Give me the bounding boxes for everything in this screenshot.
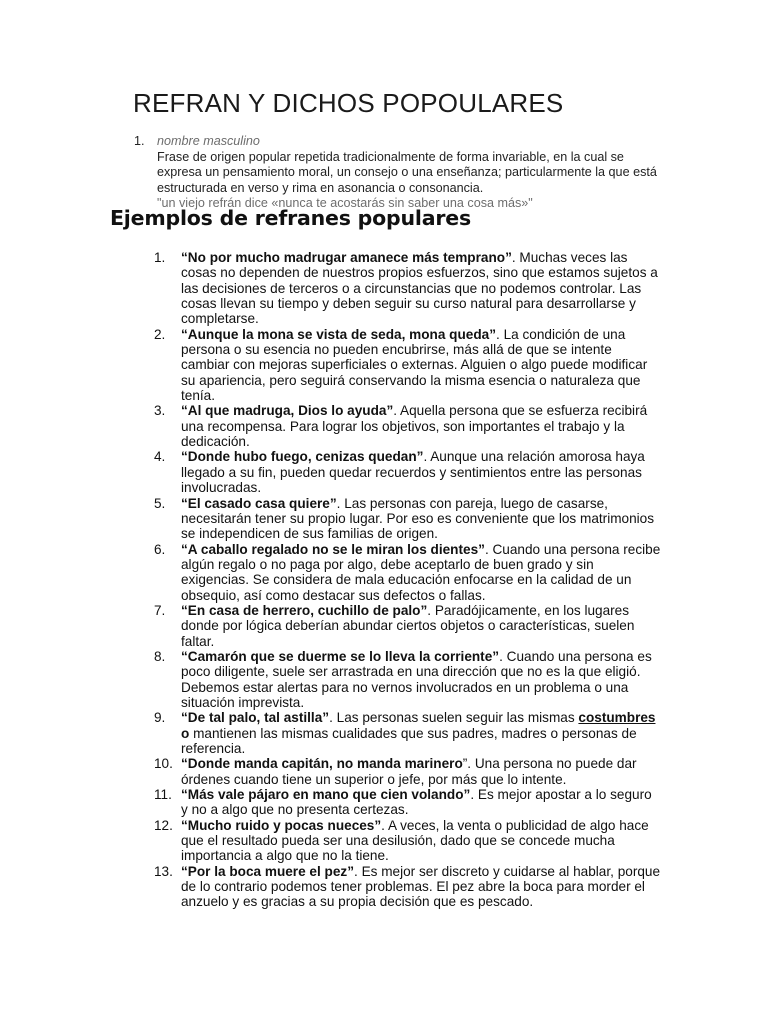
item-number: 13. xyxy=(154,863,173,879)
item-number: 5. xyxy=(154,495,166,511)
item-number: 6. xyxy=(154,541,166,557)
list-item xyxy=(154,326,661,404)
item-number: 11. xyxy=(154,787,172,803)
proverb-quote: “Más vale pájaro en mano que cien volando” xyxy=(181,787,471,803)
item-number: 2. xyxy=(154,326,166,342)
proverb-quote: “Donde hubo fuego, cenizas quedan” xyxy=(181,449,424,465)
proverb-explanation: . Cuando una persona recibe algún regalo o no paga por algo, debe aceptarlo de buen grado y sin exigencias. Se considera de mala educación enfocarse en la calidad de un obsequio, así como destacar sus defectos o fallas. xyxy=(181,541,661,603)
list-item xyxy=(154,817,661,864)
proverb-explanation: . La condición de una persona o su esencia no pueden encubrirse, más allá de que se intente cambiar con mejoras superficiales o externas. Alguien o algo puede modificar su apariencia, pero seguirá conservando la misma esencia o naturaleza que tenía. xyxy=(181,326,648,404)
proverb-quote: “Aunque la mona se vista de seda, mona queda” xyxy=(181,326,497,342)
proverb-explanation: . Las personas con pareja, luego de casarse, necesitarán tener su propio lugar. Por eso es conveniente que los matrimonios se independicen de sus familias de origen. xyxy=(181,495,655,542)
proverb-quote: “El casado casa quiere” xyxy=(181,495,337,511)
proverb-explanation-continued: mantienen las mismas cualidades que sus padres, madres o personas de referencia. xyxy=(181,725,637,756)
proverb-quote: “En casa de herrero, cuchillo de palo” xyxy=(181,602,428,618)
list-item xyxy=(154,863,661,910)
item-number: 10. xyxy=(154,756,173,772)
item-number: 4. xyxy=(154,449,166,465)
item-number: 8. xyxy=(154,648,166,664)
proverb-quote: “Camarón que se duerme se lo lleva la corriente” xyxy=(181,648,500,664)
proverb-explanation: . Es mejor ser discreto y cuidarse al hablar, porque de lo contrario podemos tener problemas. El pez abre la boca para morder el anzuelo y es gracias a su propia decisión que es pescado. xyxy=(181,863,661,910)
proverb-quote: “Por la boca muere el pez” xyxy=(181,863,355,879)
page-title: REFRAN Y DICHOS POPOULARES xyxy=(133,88,564,118)
section-heading: Ejemplos de refranes populares xyxy=(110,206,471,230)
proverb-quote: “A caballo regalado no se le miran los dientes” xyxy=(181,541,485,557)
proverb-list xyxy=(154,250,661,910)
proverb-quote: “No por mucho madrugar amanece más temprano” xyxy=(181,250,512,265)
proverb-explanation: . A veces, la venta o publicidad de algo hace que el resultado pueda ser una desilusión, dado que se concede mucha importancia a algo que no la tiene. xyxy=(181,817,649,864)
proverb-explanation: . Muchas veces las cosas no dependen de nuestros propios esfuerzos, sino que estamos sujetos a las decisiones de terceros o a circunstancias que no podemos controlar. Las cosas llevan su tiempo y deben seguir su curso natural para desarrollarse y completarse. xyxy=(181,250,658,327)
proverb-quote: “De tal palo, tal astilla” xyxy=(181,710,330,726)
list-item xyxy=(154,756,661,787)
item-number: 12. xyxy=(154,817,173,833)
costumbres-link[interactable]: costumbres xyxy=(578,710,656,726)
list-item xyxy=(154,648,661,710)
proverb-explanation: . Es mejor apostar a lo seguro y no a algo que no presenta certezas. xyxy=(181,787,652,818)
definition-text: Frase de origen popular repetida tradicionalmente de forma invariable, en la cual se expresa un pensamiento moral, un consejo o una enseñanza; particularmente la que está estructurada en verso y rima en asonancia o consonancia. xyxy=(157,149,657,195)
list-item xyxy=(154,710,661,756)
proverb-explanation: . Aunque una relación amorosa haya llegado a su fin, pueden quedar recuerdos y sentimientos entre las personas involucradas. xyxy=(181,449,645,496)
proverb-conjunction: o xyxy=(181,725,190,741)
proverb-explanation: . Cuando una persona es poco diligente, suele ser arrastrada en una dirección que no es la que eligió. Debemos estar alertas para no vernos involucrados en un problema o una situación imprevista. xyxy=(181,648,652,710)
proverb-quote: “Mucho ruido y pocas nueces” xyxy=(181,817,382,833)
list-item xyxy=(154,787,661,818)
item-number: 1. xyxy=(154,250,166,265)
proverb-explanation: ”. Una persona no puede dar órdenes cuando tiene un superior o jefe, por más que lo intente. xyxy=(181,756,637,787)
proverb-explanation: . Aquella persona que se esfuerza recibirá una recompensa. Para lograr los objetivos, son importantes el trabajo y la dedicación. xyxy=(181,403,648,450)
list-item xyxy=(154,250,661,327)
item-number: 7. xyxy=(154,602,166,618)
list-item xyxy=(154,403,661,450)
list-item xyxy=(154,495,661,542)
item-number: 9. xyxy=(154,710,166,726)
proverb-explanation: . Paradójicamente, en los lugares donde por lógica deberían abundar ciertos objetos o características, suelen faltar. xyxy=(181,602,635,649)
dictionary-definition xyxy=(134,134,664,212)
definition-example: "un viejo refrán dice «nunca te acostarás sin saber una cosa más»" xyxy=(157,196,533,210)
definition-number: 1. xyxy=(134,134,145,148)
proverb-quote: “Al que madruga, Dios lo ayuda” xyxy=(181,403,394,419)
list-item xyxy=(154,602,661,649)
list-item xyxy=(154,449,661,496)
definition-category: nombre masculino xyxy=(157,134,260,148)
proverb-quote: “Donde manda capitán, no manda marinero xyxy=(181,756,463,772)
proverb-explanation: . Las personas suelen seguir las mismas xyxy=(329,710,579,726)
list-item xyxy=(154,541,661,603)
item-number: 3. xyxy=(154,403,166,419)
